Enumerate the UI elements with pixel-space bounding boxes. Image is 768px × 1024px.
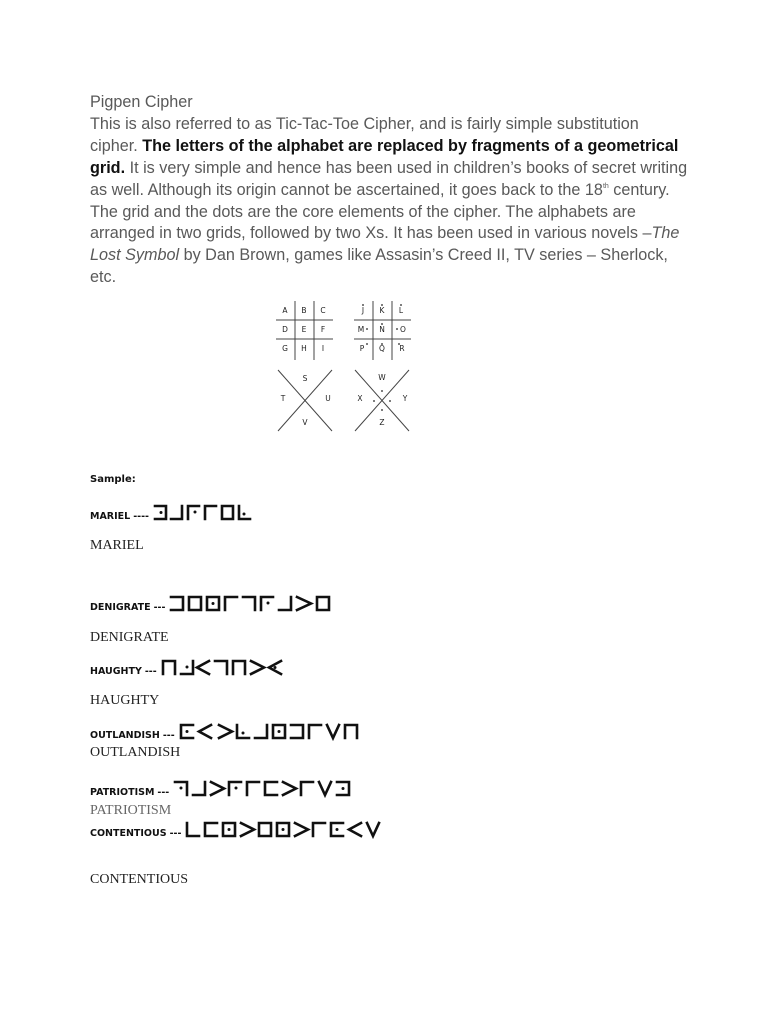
word-label: MARIEL bbox=[90, 511, 131, 522]
dash-separator: --- bbox=[157, 787, 170, 798]
intro-paragraph bbox=[90, 92, 690, 289]
cipher-row-haughty bbox=[90, 658, 286, 678]
cipher-row-contentious bbox=[90, 820, 415, 840]
dash-separator: --- bbox=[169, 828, 182, 839]
key-letter: D bbox=[282, 325, 288, 334]
key-letter: X bbox=[357, 394, 363, 403]
key-letter: A bbox=[282, 306, 288, 315]
intro-italic-title: The Lost Symbol bbox=[90, 224, 680, 265]
key-letter: P bbox=[359, 344, 365, 353]
intro-text-3: century. The grid and the dots are the core elements of the cipher. The alphabets are arranged in two grids, followed by two Xs. It has been used in various novels – bbox=[90, 180, 670, 243]
word-label: PATRIOTISM bbox=[90, 787, 155, 798]
key-letter: I bbox=[321, 344, 325, 353]
key-letter: V bbox=[302, 418, 308, 427]
sample-heading: Sample: bbox=[90, 474, 136, 485]
cipher-row-patriotism bbox=[90, 779, 373, 799]
key-letter: E bbox=[301, 325, 307, 334]
key-letter: M bbox=[357, 325, 365, 334]
key-letter: J bbox=[361, 306, 365, 315]
cipher-row-outlandish bbox=[90, 722, 409, 742]
key-letter: Z bbox=[379, 418, 385, 427]
key-letter: U bbox=[325, 394, 331, 403]
dash-separator: --- bbox=[144, 666, 157, 677]
key-letter: B bbox=[301, 306, 307, 315]
pigpen-key-diagram bbox=[275, 297, 415, 435]
cipher-row-denigrate bbox=[90, 594, 349, 614]
key-letter: W bbox=[378, 373, 386, 382]
plain-word-contentious: CONTENTIOUS bbox=[90, 872, 188, 887]
pigpen-cipher-glyphs bbox=[185, 820, 415, 840]
intro-text-4: by Dan Brown, games like Assasin’s Creed II, TV series – Sherlock, etc. bbox=[90, 246, 668, 287]
plain-word-denigrate: DENIGRATE bbox=[90, 630, 169, 645]
pigpen-key-svg bbox=[275, 297, 415, 435]
key-letter: R bbox=[399, 344, 405, 353]
dash-separator: --- bbox=[153, 602, 166, 613]
key-letter: S bbox=[302, 374, 308, 383]
pigpen-cipher-glyphs bbox=[173, 779, 373, 799]
word-label: DENIGRATE bbox=[90, 602, 151, 613]
key-letter: L bbox=[398, 306, 404, 315]
key-letter: O bbox=[400, 325, 406, 334]
pigpen-cipher-glyphs bbox=[169, 594, 349, 614]
key-letter: G bbox=[282, 344, 288, 353]
key-letter: N bbox=[379, 325, 385, 334]
plain-word-haughty: HAUGHTY bbox=[90, 693, 160, 708]
word-label: OUTLANDISH bbox=[90, 730, 160, 741]
cipher-row-mariel bbox=[90, 503, 268, 523]
key-letter: T bbox=[280, 394, 286, 403]
plain-word-patriotism: PATRIOTISM bbox=[90, 803, 172, 818]
dash-separator: --- bbox=[162, 730, 175, 741]
intro-superscript: th bbox=[602, 182, 609, 190]
grid1-letters bbox=[282, 306, 326, 353]
key-letter: C bbox=[320, 306, 326, 315]
key-letter: Q bbox=[379, 344, 385, 353]
intro-bold-text: The letters of the alphabet are replaced by fragments of a geometrical grid. bbox=[90, 136, 679, 177]
key-letter: Y bbox=[402, 394, 408, 403]
word-label: CONTENTIOUS bbox=[90, 828, 167, 839]
dash-separator: ---- bbox=[133, 511, 149, 522]
key-letter: F bbox=[320, 325, 326, 334]
intro-text-2: It is very simple and hence has been used in children’s books of secret writing as well. Although its origin cannot be ascertained, it goes back to the 18 bbox=[90, 158, 688, 199]
key-letter: H bbox=[301, 344, 307, 353]
plain-word-mariel: MARIEL bbox=[90, 538, 144, 553]
pigpen-cipher-glyphs bbox=[153, 503, 268, 523]
pigpen-cipher-glyphs bbox=[161, 658, 286, 678]
grid2-letters bbox=[358, 306, 406, 353]
pigpen-cipher-glyphs bbox=[179, 722, 409, 742]
section-title: Pigpen Cipher bbox=[90, 93, 193, 111]
intro-text-1: This is also referred to as Tic-Tac-Toe Cipher, and is fairly simple substitution cipher. bbox=[90, 114, 639, 155]
plain-word-outlandish: OUTLANDISH bbox=[90, 745, 181, 760]
key-letter: K bbox=[379, 306, 385, 315]
word-label: HAUGHTY bbox=[90, 666, 142, 677]
